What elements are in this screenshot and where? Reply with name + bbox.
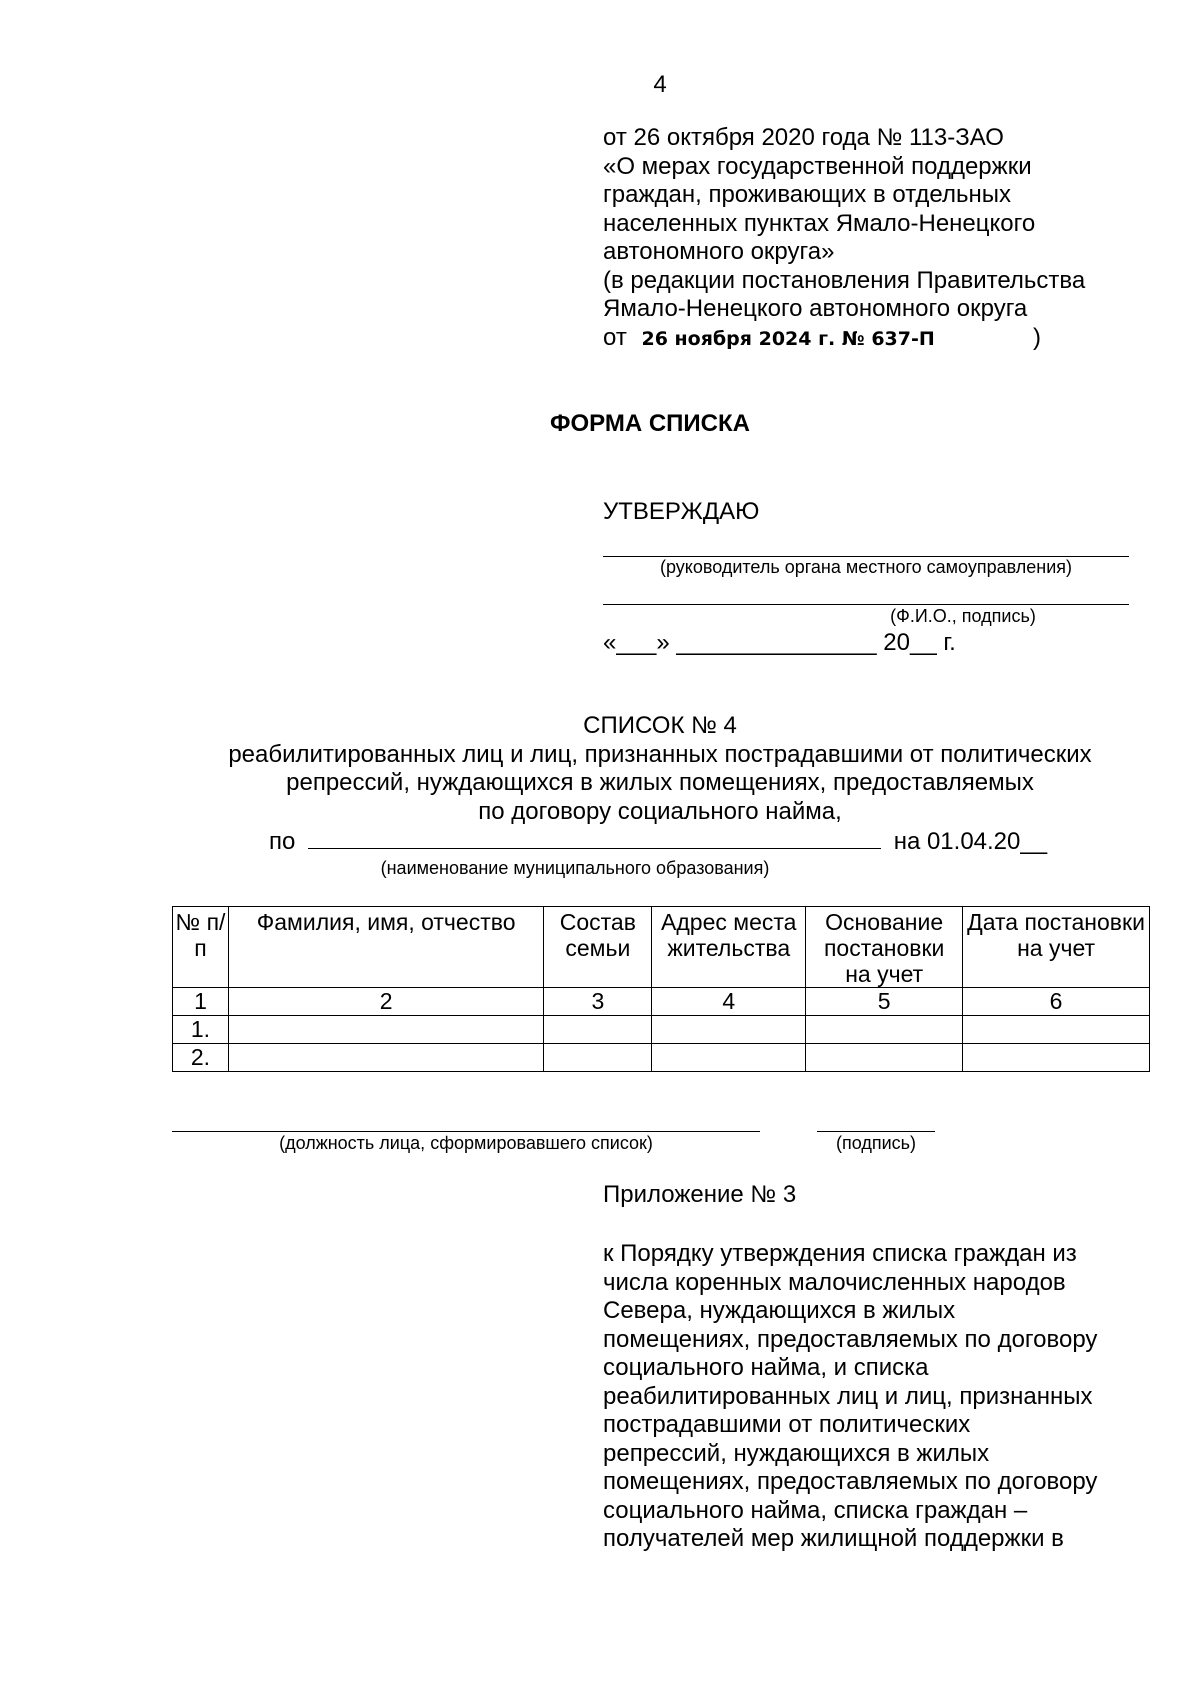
appendix-line: Севера, нуждающихся в жилых	[603, 1297, 956, 1324]
table-cell	[228, 1016, 543, 1044]
reference-close-paren: )	[1033, 323, 1041, 351]
table-cell	[963, 1016, 1150, 1044]
page-number: 4	[653, 71, 667, 98]
municipality-blank	[308, 828, 881, 849]
reference-last-line	[603, 324, 1163, 354]
list-title-line: реабилитированных лиц и лиц, признанных пострадавшими от политических	[228, 740, 1092, 768]
table-row	[173, 1016, 1150, 1044]
column-number: 6	[963, 988, 1150, 1016]
appendix-line: реабилитированных лиц и лиц, признанных	[603, 1382, 1093, 1410]
appendix-line: получателей мер жилищной поддержки в	[603, 1525, 1064, 1552]
list-title-line: по договору социального найма,	[478, 797, 842, 825]
reference-line: «О мерах государственной поддержки	[603, 152, 1032, 180]
appendix-line: к Порядку утверждения списка граждан из	[603, 1240, 1077, 1267]
table-cell	[806, 1044, 963, 1072]
table-cell	[544, 1016, 652, 1044]
column-number: 2	[228, 988, 543, 1016]
resolution-stamp: 26 ноября 2024 г. № 637-П	[641, 327, 935, 350]
table-row	[173, 1044, 1150, 1072]
list-title	[0, 712, 1200, 826]
reference-line: от 26 октября 2020 года № 113-ЗАО	[603, 124, 1004, 151]
municipality-line	[269, 828, 1047, 856]
table-cell	[228, 1044, 543, 1072]
appendix-line: социального найма, и списка	[603, 1354, 929, 1381]
column-header: Дата постановки на учет	[963, 907, 1150, 988]
signature-caption: (подпись)	[835, 1133, 917, 1153]
column-number: 1	[173, 988, 229, 1016]
list-title-line: репрессий, нуждающихся в жилых помещениях, предоставляемых	[286, 769, 1034, 796]
register-table	[172, 906, 1150, 1072]
list-date: на 01.04.20__	[893, 828, 1048, 855]
appendix-line: числа коренных малочисленных народов	[603, 1268, 1066, 1296]
reference-line: (в редакции постановления Правительства	[603, 266, 1086, 294]
reference-line: граждан, проживающих в отдельных	[603, 181, 1011, 208]
table-header-row	[173, 907, 1150, 988]
table-cell: 1.	[173, 1016, 229, 1044]
list-number: СПИСОК № 4	[583, 712, 737, 739]
appendix-line: репрессий, нуждающихся в жилых	[603, 1439, 990, 1467]
table-cell	[544, 1044, 652, 1072]
appendix-line: помещениях, предоставляемых по договору	[603, 1468, 1098, 1495]
column-header: № п/п	[173, 907, 229, 988]
table-cell	[652, 1044, 806, 1072]
head-caption: (руководитель органа местного самоуправления)	[659, 557, 1073, 577]
column-number: 3	[544, 988, 652, 1016]
position-caption: (должность лица, сформировавшего список)	[279, 1133, 653, 1153]
header-reference	[603, 124, 1163, 353]
table-cell: 2.	[173, 1044, 229, 1072]
municipality-prefix: по	[269, 828, 296, 855]
appendix-line: социального найма, списка граждан –	[603, 1496, 1028, 1524]
name-caption: (Ф.И.О., подпись)	[890, 606, 1036, 626]
reference-line: Ямало-Ненецкого автономного округа	[603, 295, 1028, 322]
column-number-row	[173, 988, 1150, 1016]
reference-line: населенных пунктах Ямало-Ненецкого	[603, 209, 1036, 237]
table-cell	[963, 1044, 1150, 1072]
reference-line: автономного округа»	[603, 238, 835, 265]
table-cell	[806, 1016, 963, 1044]
column-header: Адрес места жительства	[652, 907, 806, 988]
form-title: ФОРМА СПИСКА	[550, 410, 750, 437]
column-header: Фамилия, имя, отчество	[228, 907, 543, 988]
column-header: Состав семьи	[544, 907, 652, 988]
column-number: 4	[652, 988, 806, 1016]
appendix-body	[603, 1240, 1163, 1554]
appendix-line: помещениях, предоставляемых по договору	[603, 1325, 1098, 1353]
approval-title: УТВЕРЖДАЮ	[603, 498, 760, 525]
reference-prefix: от	[603, 323, 627, 351]
approval-date-line: «___» _______________ 20__ г.	[603, 629, 956, 656]
municipality-caption: (наименование муниципального образования)	[380, 858, 770, 878]
appendix-line: пострадавшими от политических	[603, 1411, 971, 1438]
column-number: 5	[806, 988, 963, 1016]
column-header: Основание постановки на учет	[806, 907, 963, 988]
table-cell	[652, 1016, 806, 1044]
appendix-title: Приложение № 3	[603, 1181, 797, 1208]
